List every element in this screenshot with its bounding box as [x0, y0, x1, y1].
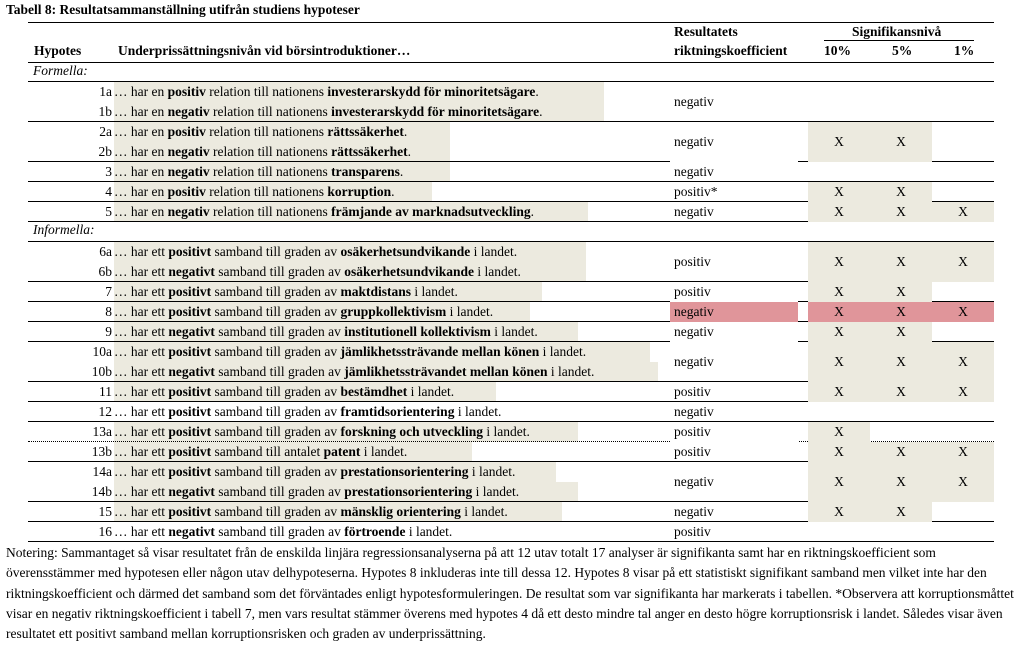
hypothesis-number: 7 [105, 284, 112, 299]
result-direction: negativ [674, 94, 714, 109]
top-rule [28, 22, 994, 23]
result-direction: positiv [674, 444, 711, 459]
hypothesis-text: … har ett negativt samband till graden av osäkerhetsundvikande i landet. [114, 262, 586, 282]
significance-mark-s5: X [870, 502, 932, 522]
significance-mark-s1 [932, 82, 994, 122]
result-direction: positiv [674, 384, 711, 399]
significance-mark-s1 [932, 122, 994, 162]
significance-mark-s10: X [808, 242, 870, 282]
significance-mark-s1 [932, 182, 994, 202]
significance-mark-s1 [932, 402, 994, 422]
hypothesis-text: … har ett negativt samband till graden av jämlikhetssträvandet mellan könen i landet. [114, 362, 658, 382]
hypothesis-text: … har en negativ relation till nationens investerarskydd för minoritetsägare. [114, 102, 604, 122]
hypothesis-text: … har ett positivt samband till graden av framtidsorientering i landet. [114, 404, 502, 419]
significance-mark-s5: X [870, 442, 932, 462]
result-direction: negativ [674, 204, 714, 219]
result-direction: negativ [674, 164, 714, 179]
hypothesis-text: … har ett negativt samband till graden av förtroende i landet. [114, 524, 453, 539]
significance-mark-s1: X [932, 442, 994, 462]
result-direction: negativ [670, 122, 798, 162]
hypothesis-text: … har ett negativt samband till graden av prestationsorientering i landet. [114, 482, 578, 502]
significance-mark-s5 [870, 162, 932, 182]
hypothesis-number: 3 [105, 164, 112, 179]
hypothesis-text: … har en negativ relation till nationens transparens. [114, 162, 450, 182]
header-rule [28, 62, 994, 63]
table-title: Tabell 8: Resultatsammanställning utifrån studiens hypoteser [6, 2, 360, 17]
significance-mark-s5: X [870, 462, 932, 502]
significance-mark-s10: X [808, 282, 870, 302]
hypothesis-text: … har ett positivt samband till graden av forskning och utveckling i landet. [114, 422, 578, 442]
result-direction: negativ [674, 354, 714, 369]
significance-mark-s1 [932, 522, 994, 542]
hypothesis-number: 11 [99, 384, 112, 399]
significance-mark-s10 [808, 522, 870, 542]
hypothesis-number: 16 [98, 524, 112, 539]
significance-mark-s1: X [932, 342, 994, 382]
significance-mark-s1: X [932, 462, 994, 502]
significance-mark-s1 [932, 502, 994, 522]
hypothesis-number: 6a [99, 244, 112, 259]
significance-mark-s10: X [808, 202, 870, 222]
significance-mark-s10: X [808, 502, 870, 522]
signifikans-underline [824, 40, 974, 41]
result-direction: positiv* [674, 184, 718, 199]
result-direction: negativ [674, 474, 714, 489]
significance-mark-s10: X [808, 322, 870, 342]
hypothesis-text: … har en negativ relation till nationens rättssäkerhet. [114, 142, 450, 162]
hypothesis-number: 15 [98, 504, 112, 519]
hypothesis-number: 13a [92, 424, 112, 439]
significance-mark-s10: X [808, 382, 870, 402]
header-sig-10: 10% [824, 43, 851, 58]
significance-mark-s5: X [870, 282, 932, 302]
significance-mark-s5: X [870, 242, 932, 282]
bottom-rule [28, 541, 994, 542]
significance-mark-s10: X [808, 302, 870, 322]
hypothesis-text: … har ett positivt samband till graden av mänsklig orientering i landet. [114, 502, 562, 522]
result-direction: negativ [670, 322, 798, 342]
significance-mark-s5: X [870, 342, 932, 382]
hypothesis-text: … har ett positivt samband till graden av osäkerhetsundvikande i landet. [114, 242, 586, 262]
hypothesis-text: … har ett positivt samband till graden av bestämdhet i landet. [114, 382, 496, 402]
result-direction: negativ [674, 404, 714, 419]
significance-mark-s5: X [870, 122, 932, 162]
section-informella: Informella: [33, 222, 95, 237]
hypothesis-text: … har ett positivt samband till graden av maktdistans i landet. [114, 282, 542, 302]
header-resultat-line1: Resultatets [674, 24, 738, 39]
significance-mark-s10 [808, 402, 870, 422]
result-direction: positiv [674, 524, 711, 539]
hypothesis-number: 10b [91, 364, 112, 379]
significance-mark-s10 [808, 82, 870, 122]
header-resultat-line2: riktningskoefficient [674, 43, 788, 58]
table-note: Notering: Sammantaget så visar resultatet från de enskilda linjära regressionsanalyserna på att 12 utav totalt 17 analyser är signifikanta samt har en riktningskoefficient som överensstämmer med hypotesen eller någon utav delhypoteserna. Hypotes 8 inkluderas inte till dessa 12. Hypotes 8 visar på ett statistiskt signifikant samband men vilket inte har den riktningskoefficient och därmed det samband som det förväntades enligt hypotesformuleringen. De resultat som var signifikanta har markerats i tabellen. *Observera att korruptionsmåttet visar en negativ riktningskoefficient i tabell 7, men vars resultat stämmer överens med hypotes 4 då ett desto mindre tal anger en desto högre korruptionsrisk i landet. Således visar även resultatet ett positivt samband mellan korruptionsrisken och graden av underprissättning. [6, 545, 1014, 642]
header-sig-5: 5% [892, 43, 913, 58]
significance-mark-s5 [870, 82, 932, 122]
significance-mark-s10 [808, 162, 870, 182]
hypothesis-text: … har en positiv relation till nationens korruption. [114, 182, 432, 202]
hypothesis-number: 14b [91, 484, 112, 499]
significance-mark-s1: X [932, 302, 994, 322]
hypothesis-text: … har ett negativt samband till graden av institutionell kollektivism i landet. [114, 322, 578, 342]
significance-mark-s5 [870, 402, 932, 422]
significance-mark-s1 [932, 422, 994, 442]
significance-mark-s10: X [808, 182, 870, 202]
header-signifikans: Signifikansnivå [852, 24, 942, 39]
significance-mark-s10: X [808, 462, 870, 502]
significance-mark-s1: X [932, 202, 994, 222]
hypothesis-number: 6b [98, 264, 112, 279]
significance-mark-s5 [870, 522, 932, 542]
significance-mark-s1: X [932, 242, 994, 282]
result-direction: negativ [670, 302, 798, 322]
significance-mark-s1 [932, 322, 994, 342]
header-sig-1: 1% [954, 43, 975, 58]
significance-mark-s5: X [870, 322, 932, 342]
hypothesis-number: 10a [92, 344, 112, 359]
hypothesis-number: 8 [105, 304, 112, 319]
significance-mark-s5: X [870, 202, 932, 222]
hypothesis-text: … har en positiv relation till nationens investerarskydd för minoritetsägare. [114, 82, 604, 102]
hypothesis-text: … har ett positivt samband till antalet patent i landet. [114, 442, 472, 462]
result-direction: positiv [670, 282, 798, 302]
significance-mark-s10: X [808, 122, 870, 162]
significance-mark-s10: X [808, 442, 870, 462]
significance-mark-s1 [932, 282, 994, 302]
header-underprissattning: Underprissättningsnivån vid börsintroduktioner… [118, 43, 411, 58]
hypothesis-number: 12 [98, 404, 112, 419]
hypothesis-number: 5 [105, 204, 112, 219]
result-direction: positiv [670, 422, 798, 442]
significance-mark-s5: X [870, 382, 932, 402]
hypothesis-text: … har ett positivt samband till graden av gruppkollektivism i landet. [114, 302, 530, 322]
significance-mark-s1: X [932, 382, 994, 402]
hypothesis-text: … har en positiv relation till nationens rättssäkerhet. [114, 122, 450, 142]
significance-mark-s10: X [808, 342, 870, 382]
hypothesis-text: … har en negativ relation till nationens främjande av marknadsutveckling. [114, 202, 588, 222]
hypothesis-text: … har ett positivt samband till graden av jämlikhetssträvande mellan könen i landet. [114, 342, 650, 362]
result-direction: positiv [674, 254, 711, 269]
significance-mark-s5: X [870, 182, 932, 202]
hypothesis-number: 14a [92, 464, 112, 479]
significance-mark-s1 [932, 162, 994, 182]
hypothesis-number: 2a [99, 124, 112, 139]
significance-mark-s5 [870, 422, 932, 442]
hypothesis-number: 9 [105, 324, 112, 339]
hypothesis-number: 2b [98, 144, 112, 159]
section-formella: Formella: [33, 63, 88, 78]
result-direction: negativ [674, 504, 714, 519]
significance-mark-s10: X [808, 422, 870, 442]
header-hypotes: Hypotes [34, 43, 82, 58]
significance-mark-s5: X [870, 302, 932, 322]
hypothesis-number: 13b [91, 444, 112, 459]
hypothesis-number: 1b [98, 104, 112, 119]
hypothesis-number: 1a [99, 84, 112, 99]
hypothesis-text: … har ett positivt samband till graden av prestationsorientering i landet. [114, 462, 556, 482]
hypothesis-number: 4 [105, 184, 112, 199]
